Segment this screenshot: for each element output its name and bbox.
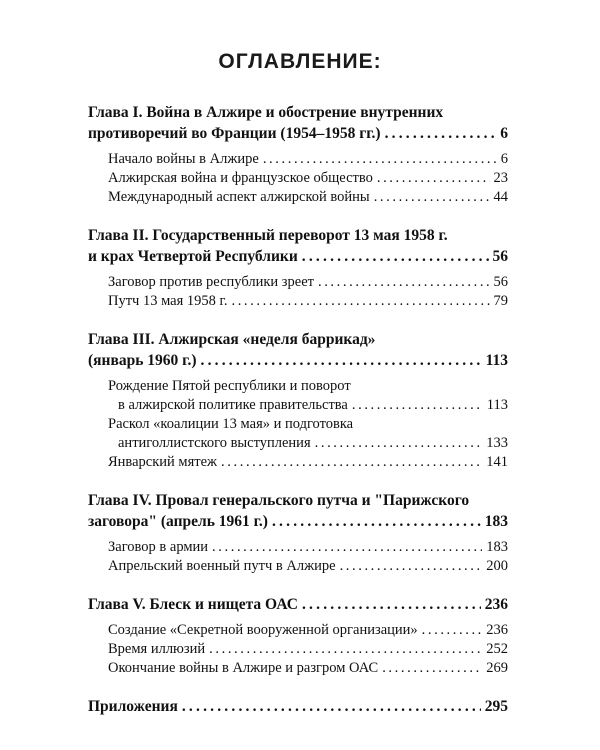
dot-leader	[374, 188, 490, 207]
chapter-title-line2	[88, 350, 508, 371]
chapter-3	[88, 329, 508, 472]
section-list	[88, 150, 508, 207]
chapter-title-line1: Глава III. Алжирская «неделя баррикад»	[88, 331, 376, 348]
section-item	[108, 188, 508, 207]
chapter-page-number: 6	[500, 125, 508, 142]
section-title: антиголлистского выступления	[118, 435, 311, 451]
chapter-title-line2	[88, 246, 508, 267]
section-list	[88, 621, 508, 678]
dot-leader	[318, 273, 490, 292]
section-page-number: 252	[486, 641, 508, 657]
section-item	[108, 434, 508, 453]
chapter-title-text: заговора" (апрель 1961 г.)	[88, 513, 268, 530]
section-page-number: 269	[486, 660, 508, 676]
dot-leader	[231, 292, 489, 311]
section-page-number: 113	[486, 397, 508, 413]
section-title: Создание «Секретной вооруженной организации»	[108, 622, 418, 638]
section-title: Апрельский военный путч в Алжире	[108, 558, 336, 574]
section-title: Алжирская война и французское общество	[108, 170, 373, 186]
chapter-title-line1: Глава II. Государственный переворот 13 мая 1958 г.	[88, 227, 448, 244]
dot-leader	[340, 557, 483, 576]
chapter-title-line1: Глава I. Война в Алжире и обострение внутренних	[88, 104, 444, 121]
section-item	[108, 453, 508, 472]
appendix-title: Приложения	[88, 698, 178, 715]
section-item	[108, 292, 508, 311]
dot-leader	[422, 621, 483, 640]
dot-leader	[302, 594, 481, 615]
chapter-page-number: 113	[485, 352, 508, 369]
section-title: Январский мятеж	[108, 454, 218, 470]
appendix	[88, 696, 508, 717]
dot-leader	[221, 453, 482, 472]
section-title: Заговор в армии	[108, 539, 209, 555]
section-item	[108, 396, 508, 415]
chapter-1	[88, 102, 508, 207]
section-page-number: 6	[500, 151, 508, 167]
chapter-page-number: 56	[492, 248, 508, 265]
section-item	[108, 150, 508, 169]
chapter-title-text: (январь 1960 г.)	[88, 352, 197, 369]
section-page-number: 79	[493, 293, 508, 309]
dot-leader	[272, 511, 481, 532]
page-title: ОГЛАВЛЕНИЕ:	[218, 50, 382, 73]
dot-leader	[382, 659, 482, 678]
section-page-number: 44	[493, 189, 508, 205]
section-list	[88, 273, 508, 311]
chapter-title-line1	[88, 594, 508, 615]
section-item	[108, 557, 508, 576]
chapter-5	[88, 594, 508, 678]
section-item	[108, 169, 508, 188]
section-item	[108, 640, 508, 659]
chapter-2	[88, 225, 508, 311]
dot-leader	[209, 640, 482, 659]
chapter-title-text: противоречий во Франции (1954–1958 гг.)	[88, 125, 381, 142]
section-page-number: 56	[493, 274, 508, 290]
section-list	[88, 538, 508, 576]
appendix-line	[88, 696, 508, 717]
section-item	[108, 659, 508, 678]
chapter-page-number: 236	[484, 596, 508, 613]
chapter-title-text: и крах Четвертой Республики	[88, 248, 298, 265]
dot-leader	[302, 246, 489, 267]
dot-leader	[263, 150, 497, 169]
chapter-title-line2	[88, 511, 508, 532]
section-title-line1: Раскол «коалиции 13 мая» и подготовка	[108, 416, 354, 432]
section-title: Путч 13 мая 1958 г.	[108, 293, 228, 309]
table-of-contents	[88, 102, 508, 717]
chapter-page-number: 183	[484, 513, 508, 530]
section-title: в алжирской политике правительства	[118, 397, 348, 413]
section-title-line1: Рождение Пятой республики и поворот	[108, 378, 351, 394]
chapter-title-text: Глава V. Блеск и нищета ОАС	[88, 596, 298, 613]
chapter-title-line1: Глава IV. Провал генеральского путча и "Парижского	[88, 492, 470, 509]
dot-leader	[212, 538, 482, 557]
section-page-number: 200	[486, 558, 508, 574]
section-title: Международный аспект алжирской войны	[108, 189, 370, 205]
section-title: Заговор против республики зреет	[108, 274, 314, 290]
section-item	[108, 621, 508, 640]
chapter-4	[88, 490, 508, 576]
section-title: Начало войны в Алжире	[108, 151, 259, 167]
section-page-number: 183	[486, 539, 508, 555]
section-list	[88, 377, 508, 472]
section-item	[108, 538, 508, 557]
chapter-title-line2	[88, 123, 508, 144]
appendix-page-number: 295	[484, 698, 508, 715]
section-page-number: 133	[486, 435, 508, 451]
dot-leader	[352, 396, 483, 415]
section-page-number: 236	[486, 622, 508, 638]
dot-leader	[201, 350, 482, 371]
dot-leader	[377, 169, 490, 188]
section-item	[108, 273, 508, 292]
dot-leader	[315, 434, 483, 453]
section-title: Время иллюзий	[108, 641, 206, 657]
dot-leader	[182, 696, 481, 717]
section-page-number: 141	[486, 454, 508, 470]
section-title: Окончание войны в Алжире и разгром ОАС	[108, 660, 379, 676]
dot-leader	[385, 123, 497, 144]
section-page-number: 23	[493, 170, 508, 186]
